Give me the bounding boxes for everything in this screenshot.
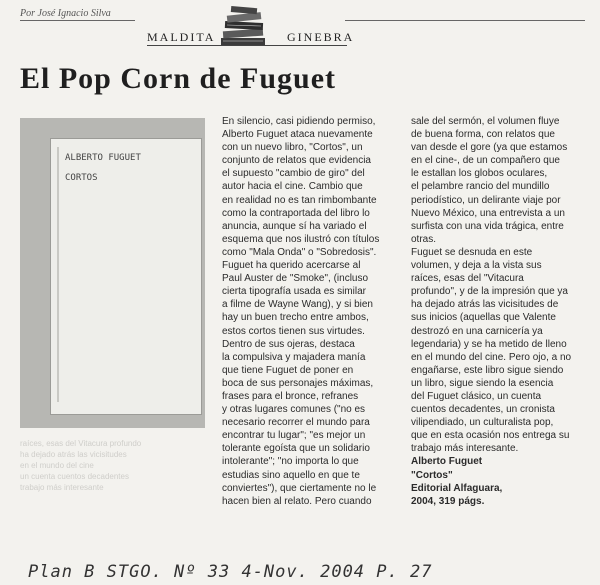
text-line: engañarse, este libro sigue siendo xyxy=(411,364,564,376)
text-line: estos cortos tienen sus virtudes. xyxy=(222,325,365,337)
text-line: destrozó en una carnicería ya xyxy=(411,325,543,337)
header-rule-left xyxy=(20,20,135,21)
text-line: intolerante"; "no importa lo que xyxy=(222,456,359,468)
text-line: el pelambre rancio del mundillo xyxy=(411,181,550,193)
text-line: volumen, y deja a la vista sus xyxy=(411,260,542,272)
text-line: cierta tipografía usada es similar xyxy=(222,286,366,298)
handwritten-source-note: Plan B STGO. Nº 33 4-Nov. 2004 P. 27 xyxy=(28,562,433,582)
text-line: Fuguet ha querido acercarse al xyxy=(222,260,361,272)
bleed-through-text xyxy=(20,438,205,493)
text-line: a filme de Wayne Wang), y si bien xyxy=(222,299,373,311)
text-line: sus inicios (aquellas que Valente xyxy=(411,312,556,324)
text-line: necesario recorrer el mundo para xyxy=(222,417,370,429)
text-line: estudias sino aquello en que te xyxy=(222,469,360,481)
text-line: hay un buen trecho entre ambos, xyxy=(222,312,369,324)
text-line: Fuguet se desnuda en este xyxy=(411,246,533,258)
cover-title: CORTOS xyxy=(65,173,98,183)
ghost-line: trabajo más interesante xyxy=(20,483,104,492)
text-line: hacen bien al relato. Pero cuando xyxy=(222,495,372,507)
cover-author: ALBERTO FUGUET xyxy=(65,153,141,163)
text-line: conjunto de relatos que evidencia xyxy=(222,155,371,167)
text-line: que tiene Fuguet de poner en xyxy=(222,364,354,376)
text-line: esquema que nos ilustró con títulos xyxy=(222,233,380,245)
text-line: periodístico, un delirante viaje por xyxy=(411,194,561,206)
text-line: autor hacia el cine. Cambio que xyxy=(222,181,363,193)
text-line: de buena forma, con relatos que xyxy=(411,129,555,141)
section-word-1: MALDITA xyxy=(147,30,216,44)
ghost-line: un cuenta cuentos decadentes xyxy=(20,472,129,481)
text-line: En silencio, casi pidiendo permiso, xyxy=(222,116,376,127)
text-line: como la contraportada del libro lo xyxy=(222,207,370,219)
ghost-line: raíces, esas del Vitacura profundo xyxy=(20,439,142,448)
text-line: con un nuevo libro, "Cortos", un xyxy=(222,142,363,154)
text-line: vilipendiado, un culturalista pop, xyxy=(411,417,554,429)
article-column-1 xyxy=(222,115,402,508)
ghost-line: ha dejado atrás las vicisitudes xyxy=(20,450,127,459)
text-line: frases para el bronce, refranes xyxy=(222,390,359,402)
section-word-2: GINEBRA xyxy=(287,30,355,44)
text-line: legendaria) y se ha metido de lleno xyxy=(411,338,567,350)
byline: Por José Ignacio Silva xyxy=(20,8,111,19)
text-line: anuncia, aunque sí ha variado el xyxy=(222,220,367,232)
text-line: un libro, sigue siendo la esencia xyxy=(411,377,554,389)
text-line: boca de sus personajes máximas, xyxy=(222,377,374,389)
book-stack-icon xyxy=(213,4,273,48)
text-line: la compulsiva y majadera manía xyxy=(222,351,366,363)
text-line: surfista con una vida trágica, entre xyxy=(411,220,564,232)
text-line: otras. xyxy=(411,233,437,245)
text-line: el supuesto "cambio de giro" del xyxy=(222,168,365,180)
book-cover xyxy=(50,138,202,415)
text-line: conviertes"), que ciertamente no le xyxy=(222,482,377,494)
text-line: Paul Auster de "Smoke", (incluso xyxy=(222,273,369,285)
text-line: que en esta ocasión nos entrega su xyxy=(411,430,570,442)
header-rule-right xyxy=(345,20,585,21)
text-line: raíces, esas del "Vitacura xyxy=(411,273,524,285)
book-cover-photo xyxy=(20,118,205,428)
text-line: encontrar tu lugar"; "es mejor un xyxy=(222,430,366,442)
text-line: en el mundo del cine. Pero ojo, a no xyxy=(411,351,572,363)
text-line: Alberto Fuguet ataca nuevamente xyxy=(222,129,373,141)
credit-details: 2004, 319 págs. xyxy=(411,495,485,507)
credit-title: "Cortos" xyxy=(411,469,453,481)
ghost-line: en el mundo del cine xyxy=(20,461,94,470)
text-line: y otras lugares comunes ("no es xyxy=(222,404,366,416)
text-line: Dentro de sus ojeras, destaca xyxy=(222,338,355,350)
text-line: Nuevo México, una entrevista a un xyxy=(411,207,565,219)
text-line: en el cine-, de un compañero que xyxy=(411,155,560,167)
text-line: cuentos decadentes, un cronista xyxy=(411,404,555,416)
text-line: trabajo más interesante. xyxy=(411,443,519,455)
text-line: como "Mala Onda" o "Sobredosis". xyxy=(222,246,377,258)
cover-spine-line xyxy=(57,147,59,402)
text-line: ha dejado atrás las vicisitudes de xyxy=(411,299,559,311)
text-line: van desde el gore (ya que estamos xyxy=(411,142,568,154)
credit-publisher: Editorial Alfaguara, xyxy=(411,482,503,494)
headline: El Pop Corn de Fuguet xyxy=(20,62,337,95)
text-line: tolerante egoísta que un solidario xyxy=(222,443,370,455)
text-line: sale del sermón, el volumen fluye xyxy=(411,116,560,127)
credit-author: Alberto Fuguet xyxy=(411,456,483,468)
text-line: en realidad no es tan rimbombante xyxy=(222,194,377,206)
text-line: profundo", y de la impresión que ya xyxy=(411,286,568,298)
text-line: del Fuguet clásico, un cuenta xyxy=(411,390,542,402)
article-column-2 xyxy=(411,115,591,508)
text-line: le estallan los globos oculares, xyxy=(411,168,548,180)
